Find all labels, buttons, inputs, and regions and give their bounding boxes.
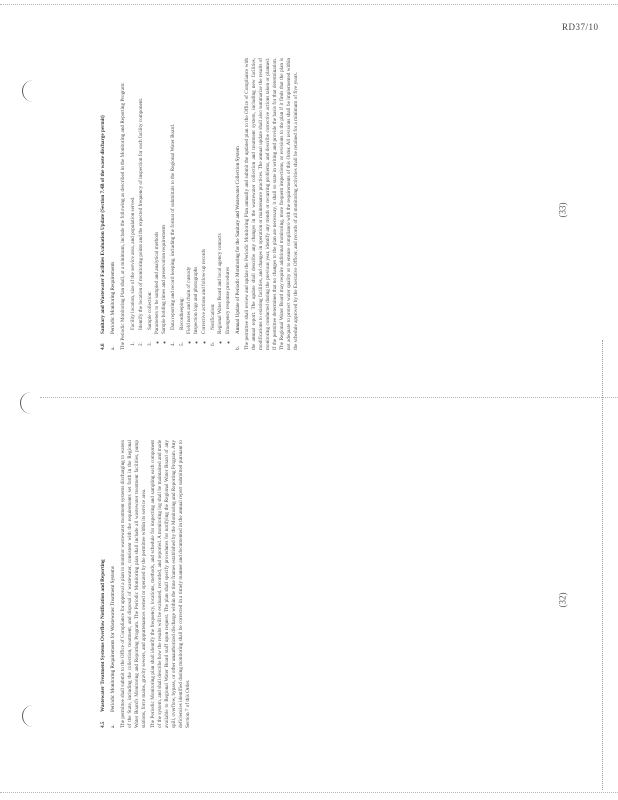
requirement-text: Notification: [209,303,216,330]
requirements-list [130,58,232,350]
bullet-item: ◦ Field notes and chain of custody [186,58,193,334]
subheading-left: a.Periodic Monitoring Requirements for Wastewater Treatment Systems [109,566,116,728]
binder-hole-mark-middle [20,392,33,414]
requirement-number: 2. [138,342,145,346]
requirement-text: Recordkeeping: [178,297,185,330]
page-divider-line [40,397,618,398]
requirement-text: Facility location, size of the service area, and population served. [129,196,136,330]
requirement-item [170,58,177,346]
left-page-text [100,440,195,728]
bullet-item: ◦ Parameters to be sampled and analytical methods [154,58,161,334]
requirement-number: 5. [178,342,185,346]
requirement-item [147,58,169,346]
requirement-item [130,58,137,346]
subheading-right: a.Periodic Monitoring Requirements [109,261,116,350]
requirement-number: 3. [146,342,153,346]
binder-hole-mark-top [22,80,35,102]
requirement-number: 1. [129,342,136,346]
requirement-bullets [154,58,168,346]
requirement-text: Data reporting and record keeping, including the format of submittals to the Regional Water Board. [170,123,177,330]
scan-edge-right [602,340,603,790]
page-number-left: (32) [557,592,568,608]
bullet-item: ◦ Inspection logs and photographs [193,58,200,334]
requirement-bullets [217,58,231,346]
requirement-number: 4. [170,342,177,346]
paragraph: The Periodic Monitoring plan shall identify the frequency, locations, methods, and schedule for inspecting and sampling each component of the system, and shall describe how the results will be evaluated, recorded, and reported. A monitoring log shall be maintained and made available to Regional Water Board staff upon request. The plan shall specify procedures for notifying the Regional Water Board of any spill, overflow, bypass, or other unauthorized discharge within the time frames established by the Monitoring and Reporting Program. Any deficiencies identified during monitoring shall be corrected in a timely manner and documented in the annual report submitted pursuant to Section 7 of this Order. [150,440,191,728]
bullet-item: ◦ Corrective actions and follow-up records [201,58,208,334]
binder-hole-mark-bottom [22,705,35,727]
intro-paragraph: The Periodic Monitoring Plan shall, at a minimum, include the following as described in the Monitoring and Reporting Program: [119,82,126,350]
bullet-item: ◦ Sample holding times and preservation requirements [161,58,168,334]
bullet-item: ◦ Emergency response procedures [225,58,232,334]
requirement-bullets [186,58,208,346]
requirement-item [179,58,208,346]
requirement-text: Identify the location of monitoring points and the expected frequency of inspection for each facility component. [138,97,145,330]
bullet-item: ◦ Regional Water Board and local agency contacts [217,58,224,334]
document-id: RD37/10 [562,22,599,32]
page-number-right: (33) [557,202,568,218]
section-heading-4-5: 4.5Wastewater Treatment Systems Overflow Notification and Reporting [100,559,106,728]
right-page-text [100,58,303,350]
scan-edge-top [0,4,618,5]
paragraph: The permittee shall submit to the Office of Compliance for approval a plan to monitor wastewater treatment systems discharging to waters of the State, including the collection, treatment, and disposal of wastewater, consistent with the requirements set forth in the Regional Water Board's Monitoring and Reporting Program. The Periodic Monitoring plan shall include all wastewater treatment facilities, pump stations, force mains, gravity sewers, and appurtenances owned or operated by the permittee within its service area. [119,440,147,728]
requirement-item [210,58,232,346]
scan-edge-bottom [0,792,618,793]
requirement-text: Sample collection: [146,291,153,330]
requirement-item [138,58,145,346]
requirement-number: 6. [209,342,216,346]
closing-heading: b.Annual Update of Periodic Monitoring for the Sanitary and Wastewater Collection System [234,146,241,350]
closing-paragraph: The permittee shall review and update the Periodic Monitoring Plan annually and submit the updated plan to the Office of Compliance with the annual report. The update shall describe any changes in the wastewater collection and treatment system, including new facilities, modifications to existing facilities, and changes in operation or maintenance practices. The annual update shall also summarize the results of monitoring conducted during the previous year, identify any trends or recurring problems, and describe corrective actions taken or planned. If the permittee determines that no changes to the plan are necessary, it shall so state in writing and provide the basis for that determination. The Regional Water Board may require additional monitoring, more frequent inspections, or revisions to the plan if it finds that the plan is not adequate to protect water quality or to ensure compliance with the requirements of this Order. All revisions shall be implemented within the schedule approved by the Executive Officer, and records of all monitoring activities shall be retained for a minimum of five years. [244,58,299,350]
section-heading-4-6: 4.6Sanitary and Wastewater Facilities Evaluation Update (Section 7.4B of the waste discharge permit) [100,115,106,350]
